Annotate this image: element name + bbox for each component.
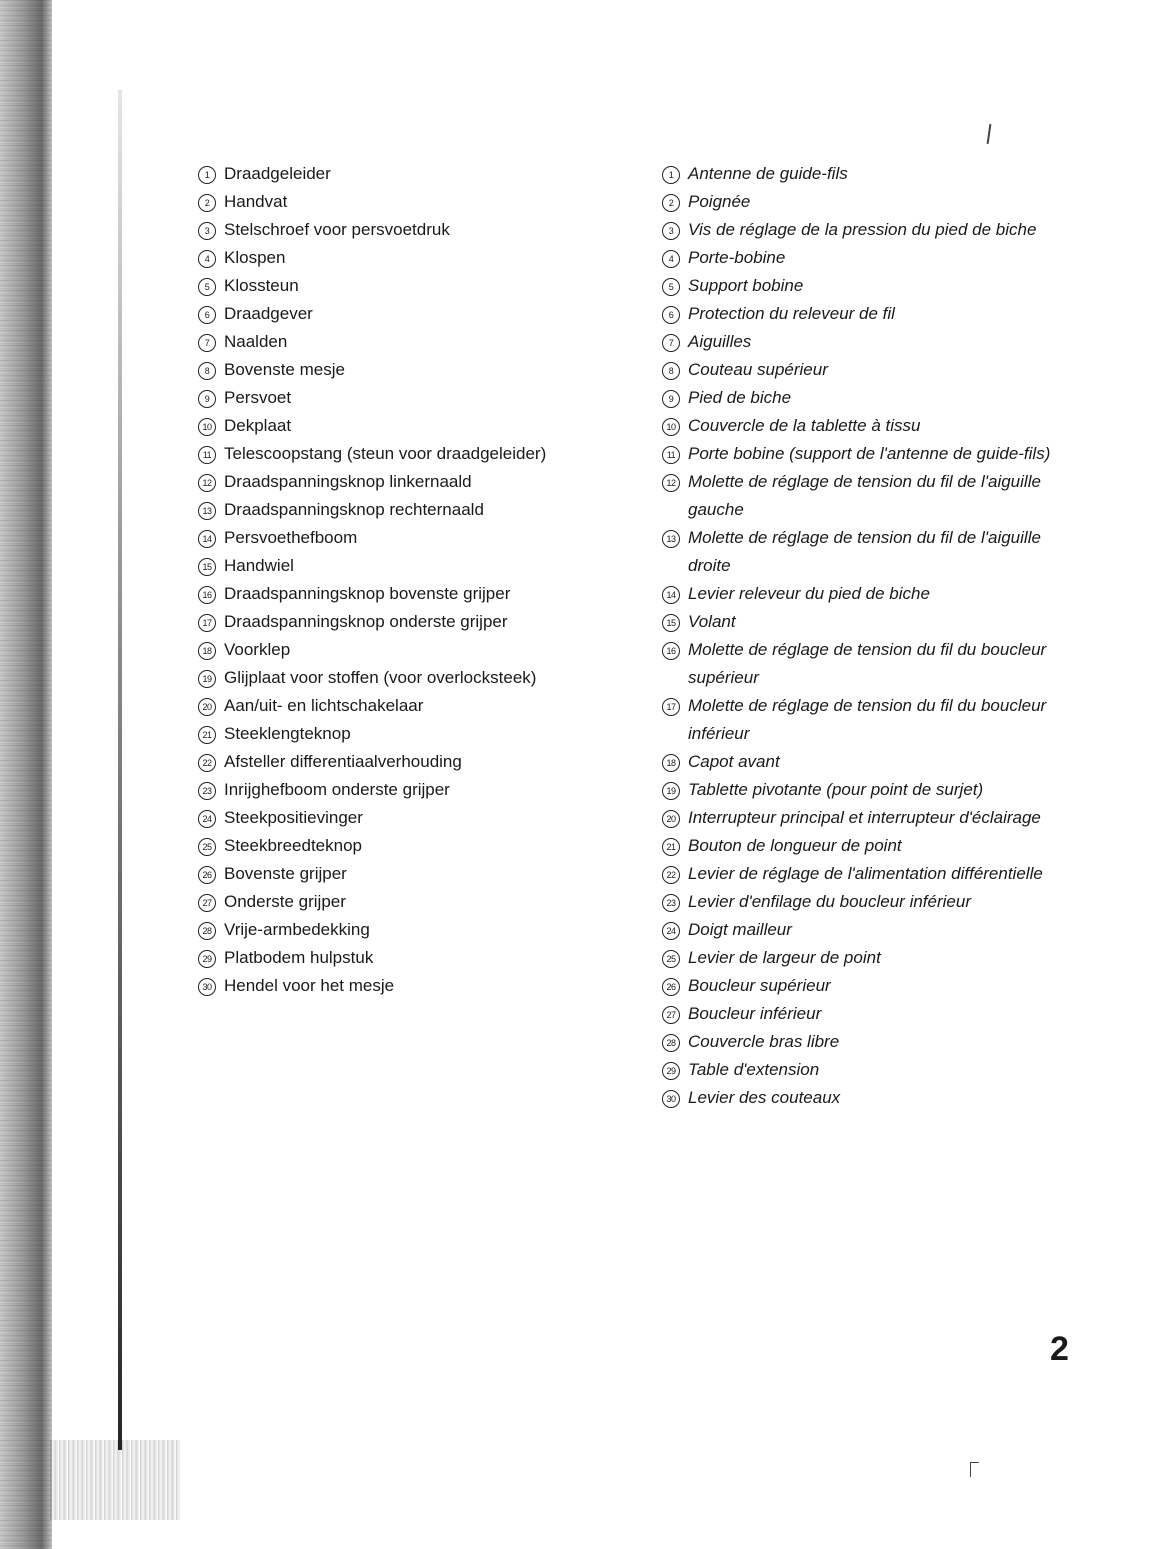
item-label: Table d'extension: [688, 1060, 820, 1079]
french-item-17: [662, 692, 1082, 748]
dutch-item-30: [198, 972, 618, 1000]
french-item-27: [662, 1000, 1082, 1028]
item-number-badge: 27: [662, 1006, 680, 1024]
dutch-item-8: [198, 356, 618, 384]
item-number-badge: 6: [662, 306, 680, 324]
item-number-badge: 16: [662, 642, 680, 660]
item-label: Levier releveur du pied de biche: [688, 584, 930, 603]
item-label: Voorklep: [224, 640, 291, 659]
item-label: Klospen: [224, 248, 286, 267]
french-item-14: [662, 580, 1082, 608]
item-label: Draadspanningsknop linkernaald: [224, 472, 472, 491]
dutch-item-12: [198, 468, 618, 496]
french-item-21: [662, 832, 1082, 860]
item-label: Capot avant: [688, 752, 780, 771]
item-number-badge: 10: [198, 418, 216, 436]
item-number-badge: 3: [198, 222, 216, 240]
item-label: Levier de réglage de l'alimentation différentielle: [688, 864, 1043, 883]
item-number-badge: 17: [662, 698, 680, 716]
scan-smudge: [50, 1440, 180, 1520]
item-number-badge: 22: [198, 754, 216, 772]
item-number-badge: 23: [198, 782, 216, 800]
item-number-badge: 14: [662, 586, 680, 604]
french-item-25: [662, 944, 1082, 972]
dutch-item-22: [198, 748, 618, 776]
item-label: Bovenste mesje: [224, 360, 345, 379]
dutch-item-9: [198, 384, 618, 412]
item-label: Steeklengteknop: [224, 724, 351, 743]
item-number-badge: 18: [198, 642, 216, 660]
item-number-badge: 11: [198, 446, 216, 464]
dutch-item-6: [198, 300, 618, 328]
item-label: Couteau supérieur: [688, 360, 828, 379]
dutch-item-18: [198, 636, 618, 664]
item-number-badge: 11: [662, 446, 680, 464]
item-number-badge: 30: [662, 1090, 680, 1108]
dutch-item-4: [198, 244, 618, 272]
item-number-badge: 29: [198, 950, 216, 968]
item-label: Volant: [688, 612, 736, 631]
item-label: Levier de largeur de point: [688, 948, 881, 967]
item-number-badge: 29: [662, 1062, 680, 1080]
item-number-badge: 1: [662, 166, 680, 184]
item-label: Onderste grijper: [224, 892, 346, 911]
dutch-item-26: [198, 860, 618, 888]
dutch-item-25: [198, 832, 618, 860]
dutch-item-19: [198, 664, 618, 692]
item-number-badge: 9: [662, 390, 680, 408]
item-label: Naalden: [224, 332, 288, 351]
item-label: Draadgeleider: [224, 164, 331, 183]
item-label: Doigt mailleur: [688, 920, 792, 939]
item-number-badge: 28: [662, 1034, 680, 1052]
item-number-badge: 10: [662, 418, 680, 436]
item-label: Boucleur inférieur: [688, 1004, 822, 1023]
dutch-item-2: [198, 188, 618, 216]
item-label: Bovenste grijper: [224, 864, 347, 883]
scan-binding-line: [118, 90, 122, 1450]
dutch-item-13: [198, 496, 618, 524]
item-number-badge: 15: [662, 614, 680, 632]
item-number-badge: 5: [662, 278, 680, 296]
french-item-22: [662, 860, 1082, 888]
item-number-badge: 20: [662, 810, 680, 828]
item-label: Couvercle de la tablette à tissu: [688, 416, 921, 435]
item-number-badge: 12: [198, 474, 216, 492]
item-number-badge: 4: [662, 250, 680, 268]
item-label: Stelschroef voor persvoetdruk: [224, 220, 450, 239]
item-label: Molette de réglage de tension du fil du boucleur supérieur: [688, 640, 1047, 687]
french-item-28: [662, 1028, 1082, 1056]
item-label: Dekplaat: [224, 416, 292, 435]
item-number-badge: 25: [198, 838, 216, 856]
item-number-badge: 7: [662, 334, 680, 352]
item-number-badge: 1: [198, 166, 216, 184]
item-number-badge: 21: [662, 838, 680, 856]
dutch-item-7: [198, 328, 618, 356]
item-number-badge: 20: [198, 698, 216, 716]
dutch-item-24: [198, 804, 618, 832]
item-label: Vrije-armbedekking: [224, 920, 370, 939]
french-item-30: [662, 1084, 1082, 1112]
french-item-4: [662, 244, 1082, 272]
item-number-badge: 14: [198, 530, 216, 548]
french-item-12: [662, 468, 1082, 524]
item-label: Molette de réglage de tension du fil de l'aiguille gauche: [688, 472, 1041, 519]
item-number-badge: 3: [662, 222, 680, 240]
item-label: Klossteun: [224, 276, 299, 295]
dutch-item-29: [198, 944, 618, 972]
item-label: Vis de réglage de la pression du pied de biche: [688, 220, 1037, 239]
item-label: Bouton de longueur de point: [688, 836, 902, 855]
item-number-badge: 28: [198, 922, 216, 940]
item-number-badge: 22: [662, 866, 680, 884]
dutch-item-11: [198, 440, 618, 468]
item-number-badge: 2: [662, 194, 680, 212]
stray-mark: [970, 1462, 979, 1477]
scan-binding-edge: [0, 0, 52, 1549]
item-number-badge: 24: [198, 810, 216, 828]
french-item-1: [662, 160, 1082, 188]
item-label: Handvat: [224, 192, 288, 211]
item-label: Steekbreedteknop: [224, 836, 362, 855]
page-number: 2: [1050, 1330, 1069, 1368]
dutch-item-1: [198, 160, 618, 188]
item-label: Interrupteur principal et interrupteur d'éclairage: [688, 808, 1041, 827]
french-item-29: [662, 1056, 1082, 1084]
french-item-8: [662, 356, 1082, 384]
item-label: Porte bobine (support de l'antenne de guide-fils): [688, 444, 1051, 463]
item-label: Telescoopstang (steun voor draadgeleider): [224, 444, 547, 463]
item-label: Draadgever: [224, 304, 313, 323]
item-label: Draadspanningsknop bovenste grijper: [224, 584, 511, 603]
item-label: Boucleur supérieur: [688, 976, 831, 995]
item-label: Aiguilles: [688, 332, 752, 351]
item-label: Hendel voor het mesje: [224, 976, 395, 995]
item-number-badge: 8: [662, 362, 680, 380]
french-item-19: [662, 776, 1082, 804]
item-label: Levier des couteaux: [688, 1088, 841, 1107]
item-number-badge: 21: [198, 726, 216, 744]
item-label: Handwiel: [224, 556, 294, 575]
french-parts-list: [662, 160, 1082, 1112]
french-item-7: [662, 328, 1082, 356]
item-label: Antenne de guide-fils: [688, 164, 848, 183]
dutch-item-10: [198, 412, 618, 440]
dutch-item-14: [198, 524, 618, 552]
item-number-badge: 9: [198, 390, 216, 408]
item-number-badge: 19: [662, 782, 680, 800]
french-item-16: [662, 636, 1082, 692]
item-label: Support bobine: [688, 276, 804, 295]
item-label: Molette de réglage de tension du fil du boucleur inférieur: [688, 696, 1047, 743]
item-number-badge: 15: [198, 558, 216, 576]
item-label: Steekpositievinger: [224, 808, 363, 827]
item-number-badge: 13: [662, 530, 680, 548]
item-label: Tablette pivotante (pour point de surjet): [688, 780, 984, 799]
dutch-item-3: [198, 216, 618, 244]
french-item-18: [662, 748, 1082, 776]
stray-mark: [987, 124, 992, 144]
dutch-item-16: [198, 580, 618, 608]
dutch-item-28: [198, 916, 618, 944]
item-label: Glijplaat voor stoffen (voor overlocksteek): [224, 668, 537, 687]
dutch-item-17: [198, 608, 618, 636]
item-label: Persvoethefboom: [224, 528, 358, 547]
french-item-15: [662, 608, 1082, 636]
french-item-24: [662, 916, 1082, 944]
item-label: Levier d'enfilage du boucleur inférieur: [688, 892, 971, 911]
item-number-badge: 13: [198, 502, 216, 520]
item-number-badge: 17: [198, 614, 216, 632]
item-label: Draadspanningsknop rechternaald: [224, 500, 484, 519]
item-number-badge: 8: [198, 362, 216, 380]
item-number-badge: 27: [198, 894, 216, 912]
item-number-badge: 19: [198, 670, 216, 688]
item-number-badge: 5: [198, 278, 216, 296]
item-number-badge: 2: [198, 194, 216, 212]
item-label: Persvoet: [224, 388, 292, 407]
item-number-badge: 26: [198, 866, 216, 884]
item-number-badge: 7: [198, 334, 216, 352]
item-number-badge: 4: [198, 250, 216, 268]
item-number-badge: 24: [662, 922, 680, 940]
item-label: Molette de réglage de tension du fil de l'aiguille droite: [688, 528, 1041, 575]
dutch-item-20: [198, 692, 618, 720]
item-number-badge: 26: [662, 978, 680, 996]
french-item-3: [662, 216, 1082, 244]
item-label: Pied de biche: [688, 388, 792, 407]
item-label: Afsteller differentiaalverhouding: [224, 752, 462, 771]
dutch-item-5: [198, 272, 618, 300]
item-label: Platbodem hulpstuk: [224, 948, 374, 967]
item-label: Poignée: [688, 192, 751, 211]
french-item-26: [662, 972, 1082, 1000]
item-number-badge: 18: [662, 754, 680, 772]
item-number-badge: 25: [662, 950, 680, 968]
french-item-6: [662, 300, 1082, 328]
item-number-badge: 12: [662, 474, 680, 492]
french-item-23: [662, 888, 1082, 916]
item-label: Aan/uit- en lichtschakelaar: [224, 696, 424, 715]
french-item-9: [662, 384, 1082, 412]
item-label: Inrijghefboom onderste grijper: [224, 780, 450, 799]
item-number-badge: 16: [198, 586, 216, 604]
dutch-item-21: [198, 720, 618, 748]
item-label: Draadspanningsknop onderste grijper: [224, 612, 508, 631]
item-label: Protection du releveur de fil: [688, 304, 895, 323]
item-number-badge: 30: [198, 978, 216, 996]
french-item-20: [662, 804, 1082, 832]
french-item-11: [662, 440, 1082, 468]
dutch-item-23: [198, 776, 618, 804]
french-item-5: [662, 272, 1082, 300]
french-item-2: [662, 188, 1082, 216]
item-number-badge: 23: [662, 894, 680, 912]
dutch-item-15: [198, 552, 618, 580]
item-label: Porte-bobine: [688, 248, 786, 267]
item-number-badge: 6: [198, 306, 216, 324]
dutch-item-27: [198, 888, 618, 916]
item-label: Couvercle bras libre: [688, 1032, 840, 1051]
dutch-parts-list: [198, 160, 618, 1000]
french-item-10: [662, 412, 1082, 440]
french-item-13: [662, 524, 1082, 580]
